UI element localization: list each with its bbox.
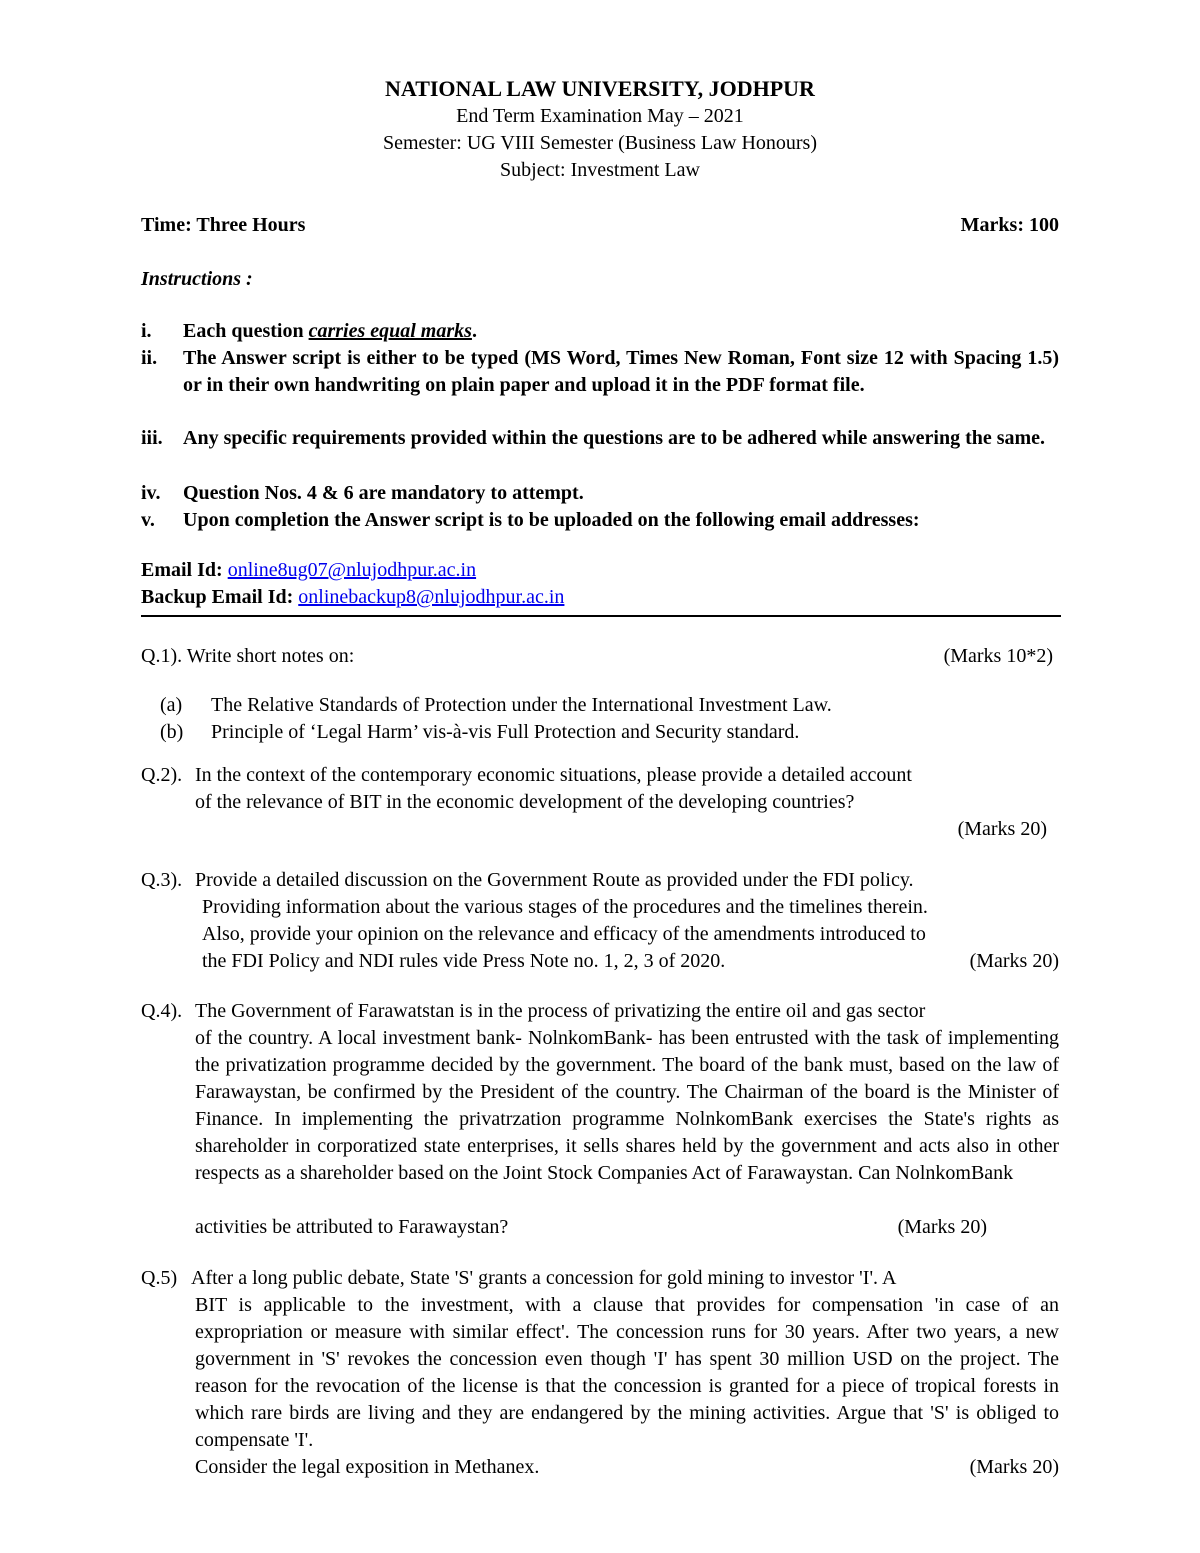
instruction-text: Any specific requirements provided within the questions are to be adhered while answering the same.: [183, 427, 1046, 449]
question-marks: (Marks 20): [969, 1456, 1059, 1478]
university-title: NATIONAL LAW UNIVERSITY, JODHPUR: [385, 76, 815, 101]
question-1: [141, 643, 1053, 670]
question-marks: (Marks 20): [969, 950, 1059, 972]
instructions-heading: Instructions :: [141, 268, 253, 290]
instruction-number: iii.: [141, 427, 163, 449]
question-label: Q.4).: [141, 1000, 183, 1022]
question-label: Q.5): [141, 1267, 178, 1289]
question-text: Write short notes on:: [186, 645, 355, 667]
question-5-body: BIT is applicable to the investment, with a clause that provides for compensation 'in case of an expropriation or measure with similar effect'. The concession runs for 30 years. After two years, a new government in 'S' revokes the concession even though 'I' has spent 30 million USD on the project. The reason for the revocation of the license is that the concession is granted for a piece of tropical forests in which rare birds are living and they are endangered by the mining activities. Argue that 'S' is obliged to compensate 'I'.: [195, 1294, 1059, 1451]
question-marks: (Marks 20): [897, 1216, 987, 1238]
question-label: Q.3).: [141, 869, 183, 891]
question-4-line: The Government of Farawatstan is in the process of privatizing the entire oil and gas sector: [195, 1000, 926, 1022]
subject-line: Subject: Investment Law: [500, 159, 700, 181]
question-label: Q.2).: [141, 764, 183, 786]
email-row: [141, 557, 1059, 584]
email-label: Email Id:: [141, 559, 223, 581]
instruction-text: Upon completion the Answer script is to be uploaded on the following email addresses:: [183, 509, 920, 531]
question-4-last-line: activities be attributed to Farawaystan?: [195, 1216, 509, 1238]
question-3-line: Also, provide your opinion on the relevance and efficacy of the amendments introduced to: [202, 923, 926, 945]
semester-line: Semester: UG VIII Semester (Business Law Honours): [383, 132, 817, 154]
question-2-line: In the context of the contemporary economic situations, please provide a detailed account: [195, 764, 912, 786]
divider-line: [141, 615, 1061, 617]
emphasis-text: carries equal marks: [308, 320, 472, 342]
question-3-line: the FDI Policy and NDI rules vide Press Note no. 1, 2, 3 of 2020.: [202, 950, 726, 972]
question-marks: (Marks 10*2): [943, 645, 1053, 667]
instruction-number: ii.: [141, 347, 158, 369]
question-2-line: of the relevance of BIT in the economic development of the developing countries?: [195, 791, 855, 813]
instruction-number: v.: [141, 509, 155, 531]
question-4-body: of the country. A local investment bank- NolnkomBank- has been entrusted with the task of implementing the privatization programme decided by the government. The board of the bank must, based on the law of Farawaystan, be confirmed by the President of the country. The Chairman of the board is the Minister of Finance. In implementing the privatrzation programme NolnkomBank exercises the State's rights as shareholder in corporatized state enterprises, it sells shares held by the government and acts also in other respects as a shareholder based on the Joint Stock Companies Act of Farawaystan. Can NolnkomBank: [195, 1027, 1059, 1184]
question-3-line: Providing information about the various stages of the procedures and the timelines therein.: [202, 896, 928, 918]
backup-email-row: [141, 584, 1059, 611]
exam-name: End Term Examination May – 2021: [456, 105, 744, 127]
question-marks: (Marks 20): [957, 818, 1047, 840]
sub-question-text: The Relative Standards of Protection under the International Investment Law.: [211, 694, 832, 716]
sub-question-text: Principle of ‘Legal Harm’ vis-à-vis Full Protection and Security standard.: [211, 721, 800, 743]
question-5-line: After a long public debate, State 'S' grants a concession for gold mining to investor 'I'. A: [191, 1267, 897, 1289]
backup-email-label: Backup Email Id:: [141, 586, 294, 608]
instruction-number: i.: [141, 320, 152, 342]
question-5-last-line: Consider the legal exposition in Methanex.: [195, 1456, 540, 1478]
backup-email-link[interactable]: onlinebackup8@nlujodhpur.ac.in: [298, 586, 565, 608]
instruction-text: Question Nos. 4 & 6 are mandatory to attempt.: [183, 482, 584, 504]
instruction-number: iv.: [141, 482, 161, 504]
total-marks: Marks: 100: [960, 214, 1059, 236]
instruction-text: The Answer script is either to be typed (MS Word, Times New Roman, Font size 12 with Spacing 1.5) or in their own handwriting on plain paper and upload it in the PDF format file.: [183, 347, 1059, 396]
sub-question-label: (b): [160, 721, 184, 743]
instruction-text: Each question carries equal marks.: [183, 320, 477, 342]
time-marks-row: [141, 212, 1059, 239]
question-label: Q.1).: [141, 645, 183, 667]
email-link[interactable]: online8ug07@nlujodhpur.ac.in: [227, 559, 477, 581]
time-label: Time: Three Hours: [141, 214, 306, 236]
sub-question-label: (a): [160, 694, 183, 716]
question-3-line: Provide a detailed discussion on the Government Route as provided under the FDI policy.: [195, 869, 914, 891]
